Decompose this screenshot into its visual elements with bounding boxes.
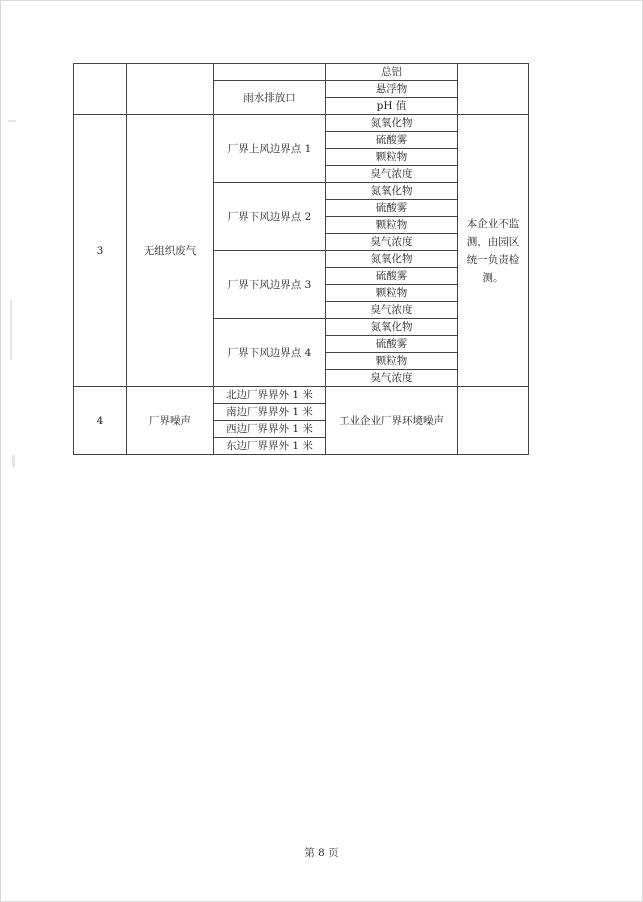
item-cell: 悬浮物 bbox=[326, 81, 458, 98]
item-cell: 硫酸雾 bbox=[326, 200, 458, 217]
point-cell-continued bbox=[214, 64, 326, 81]
point-cell: 西边厂界界外 1 米 bbox=[214, 421, 326, 438]
scan-mark bbox=[12, 455, 15, 467]
item-cell: 颗粒物 bbox=[326, 285, 458, 302]
point-cell: 南边厂界界外 1 米 bbox=[214, 404, 326, 421]
point-cell: 雨水排放口 bbox=[214, 81, 326, 115]
item-cell: 硫酸雾 bbox=[326, 268, 458, 285]
item-cell: 颗粒物 bbox=[326, 149, 458, 166]
item-cell: 颗粒物 bbox=[326, 353, 458, 370]
point-cell: 厂界下风边界点 2 bbox=[214, 183, 326, 251]
category-cell: 厂界噪声 bbox=[127, 387, 214, 455]
item-cell: 臭气浓度 bbox=[326, 302, 458, 319]
remark-cell-continued bbox=[458, 64, 529, 115]
item-cell: 硫酸雾 bbox=[326, 132, 458, 149]
monitoring-table bbox=[73, 63, 529, 455]
no-cell-continued bbox=[74, 64, 127, 115]
item-cell: 氮氧化物 bbox=[326, 183, 458, 200]
item-cell: 臭气浓度 bbox=[326, 166, 458, 183]
item-cell: 总铝 bbox=[326, 64, 458, 81]
scan-mark bbox=[10, 300, 12, 360]
item-cell: 氮氧化物 bbox=[326, 115, 458, 132]
item-cell: 颗粒物 bbox=[326, 217, 458, 234]
category-cell-continued bbox=[127, 64, 214, 115]
point-cell: 厂界上风边界点 1 bbox=[214, 115, 326, 183]
no-cell: 3 bbox=[74, 115, 127, 387]
table-row bbox=[74, 387, 529, 404]
item-cell: 工业企业厂界环境噪声 bbox=[326, 387, 458, 455]
item-cell: 硫酸雾 bbox=[326, 336, 458, 353]
point-cell: 北边厂界界外 1 米 bbox=[214, 387, 326, 404]
item-cell: 臭气浓度 bbox=[326, 234, 458, 251]
item-cell: 氮氧化物 bbox=[326, 319, 458, 336]
no-cell: 4 bbox=[74, 387, 127, 455]
point-cell: 东边厂界界外 1 米 bbox=[214, 438, 326, 455]
point-cell: 厂界下风边界点 4 bbox=[214, 319, 326, 387]
item-cell: 臭气浓度 bbox=[326, 370, 458, 387]
table-row bbox=[74, 64, 529, 81]
category-cell: 无组织废气 bbox=[127, 115, 214, 387]
remark-cell: 本企业不监测，由园区统一负责检测。 bbox=[458, 115, 529, 387]
remark-cell bbox=[458, 387, 529, 455]
item-cell: 氮氧化物 bbox=[326, 251, 458, 268]
page-number: 第 8 页 bbox=[304, 847, 339, 859]
point-cell: 厂界下风边界点 3 bbox=[214, 251, 326, 319]
item-cell: pH 值 bbox=[326, 98, 458, 115]
scan-mark bbox=[8, 120, 16, 122]
table-row bbox=[74, 115, 529, 132]
